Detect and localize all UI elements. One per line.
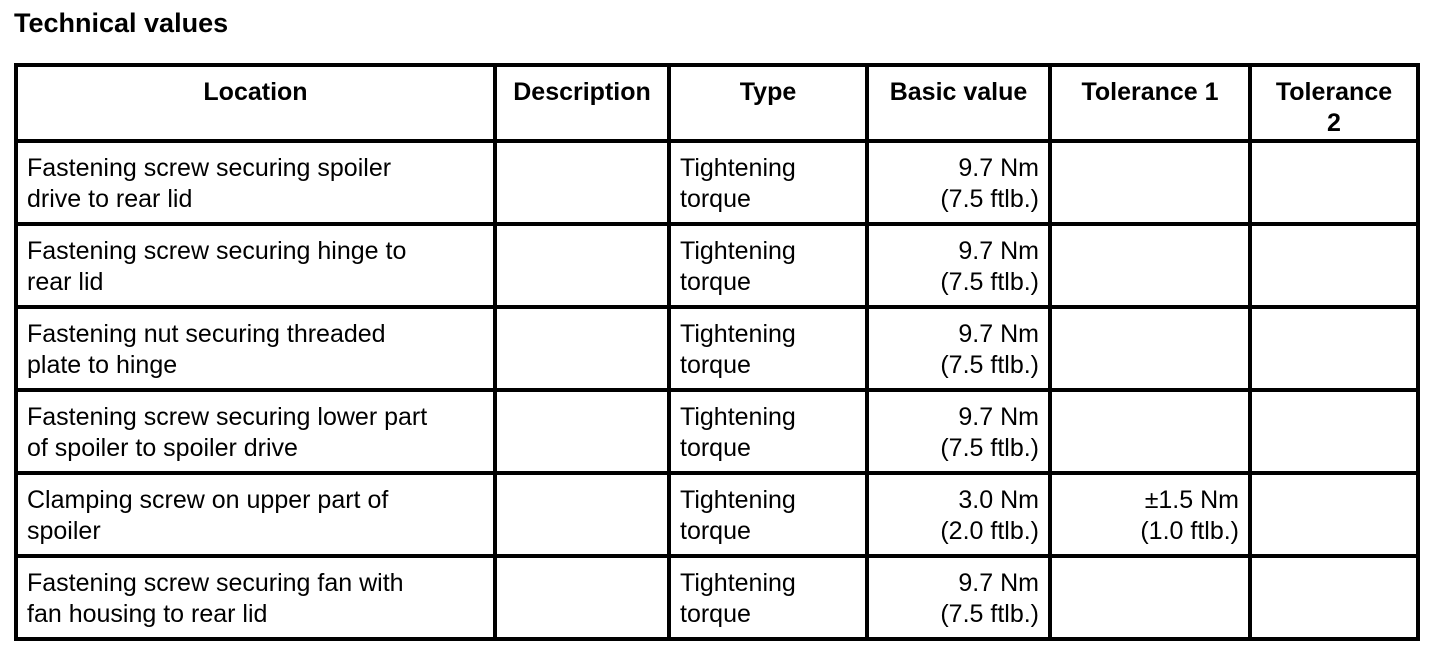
header-location: Location <box>16 65 495 141</box>
type-cell-line1: Tightening <box>680 237 796 265</box>
table-row <box>16 473 1418 556</box>
basic-value-cell <box>867 307 1050 390</box>
location-cell-line2: of spoiler to spoiler drive <box>27 434 298 462</box>
basic-value-cell-line1: 9.7 Nm <box>958 403 1039 431</box>
basic-value-cell <box>867 556 1050 639</box>
type-cell <box>669 307 867 390</box>
type-cell <box>669 224 867 307</box>
location-cell-line1: Fastening nut securing threaded <box>27 320 386 348</box>
location-cell <box>16 224 495 307</box>
basic-value-cell-line2: (7.5 ftlb.) <box>940 434 1039 462</box>
description-cell <box>495 473 669 556</box>
description-cell <box>495 556 669 639</box>
type-cell <box>669 556 867 639</box>
tolerance-1-cell-line2: (1.0 ftlb.) <box>1140 517 1239 545</box>
tolerance-2-cell <box>1250 141 1418 224</box>
type-cell-line2: torque <box>680 517 751 545</box>
type-cell-line1: Tightening <box>680 403 796 431</box>
header-tolerance-2 <box>1250 65 1418 141</box>
basic-value-cell-line1: 3.0 Nm <box>958 486 1039 514</box>
header-tolerance-1: Tolerance 1 <box>1050 65 1250 141</box>
tolerance-2-cell <box>1250 307 1418 390</box>
location-cell <box>16 556 495 639</box>
table-row <box>16 556 1418 639</box>
header-tolerance-2-line2: 2 <box>1327 109 1341 137</box>
type-cell-line2: torque <box>680 434 751 462</box>
header-basic-value: Basic value <box>867 65 1050 141</box>
description-cell <box>495 141 669 224</box>
location-cell-line2: fan housing to rear lid <box>27 600 268 628</box>
header-description: Description <box>495 65 669 141</box>
tolerance-2-cell <box>1250 224 1418 307</box>
type-cell-line2: torque <box>680 268 751 296</box>
table-row <box>16 141 1418 224</box>
location-cell-line2: rear lid <box>27 268 104 296</box>
description-cell <box>495 224 669 307</box>
basic-value-cell-line1: 9.7 Nm <box>958 154 1039 182</box>
description-cell <box>495 390 669 473</box>
description-cell <box>495 307 669 390</box>
basic-value-cell-line2: (7.5 ftlb.) <box>940 600 1039 628</box>
page-title: Technical values <box>14 8 229 38</box>
type-cell <box>669 473 867 556</box>
location-cell-line2: plate to hinge <box>27 351 178 379</box>
tolerance-1-cell <box>1050 307 1250 390</box>
basic-value-cell-line1: 9.7 Nm <box>958 237 1039 265</box>
type-cell <box>669 390 867 473</box>
tolerance-1-cell <box>1050 141 1250 224</box>
header-type: Type <box>669 65 867 141</box>
table-row <box>16 390 1418 473</box>
tolerance-1-cell <box>1050 473 1250 556</box>
type-cell-line2: torque <box>680 185 751 213</box>
tolerance-1-cell <box>1050 390 1250 473</box>
basic-value-cell <box>867 141 1050 224</box>
location-cell <box>16 473 495 556</box>
location-cell-line1: Clamping screw on upper part of <box>27 486 389 514</box>
type-cell-line2: torque <box>680 351 751 379</box>
tolerance-1-cell <box>1050 224 1250 307</box>
table-header-row <box>16 65 1418 141</box>
type-cell <box>669 141 867 224</box>
location-cell <box>16 307 495 390</box>
location-cell-line1: Fastening screw securing spoiler <box>27 154 392 182</box>
header-tolerance-2-line1: Tolerance <box>1275 78 1393 106</box>
location-cell-line1: Fastening screw securing fan with <box>27 569 404 597</box>
basic-value-cell <box>867 390 1050 473</box>
location-cell-line2: drive to rear lid <box>27 185 193 213</box>
type-cell-line1: Tightening <box>680 569 796 597</box>
tolerance-2-cell <box>1250 556 1418 639</box>
tolerance-1-cell <box>1050 556 1250 639</box>
table-row <box>16 307 1418 390</box>
basic-value-cell-line1: 9.7 Nm <box>958 320 1039 348</box>
location-cell-line2: spoiler <box>27 517 101 545</box>
tolerance-1-cell-line1: ±1.5 Nm <box>1144 486 1239 514</box>
tolerance-2-cell <box>1250 473 1418 556</box>
location-cell <box>16 141 495 224</box>
location-cell <box>16 390 495 473</box>
technical-values-table <box>14 63 1420 641</box>
type-cell-line2: torque <box>680 600 751 628</box>
location-cell-line1: Fastening screw securing hinge to <box>27 237 407 265</box>
location-cell-line1: Fastening screw securing lower part <box>27 403 428 431</box>
basic-value-cell <box>867 224 1050 307</box>
type-cell-line1: Tightening <box>680 154 796 182</box>
type-cell-line1: Tightening <box>680 486 796 514</box>
table-row <box>16 224 1418 307</box>
basic-value-cell-line2: (7.5 ftlb.) <box>940 351 1039 379</box>
basic-value-cell-line2: (2.0 ftlb.) <box>940 517 1039 545</box>
tolerance-2-cell <box>1250 390 1418 473</box>
basic-value-cell-line2: (7.5 ftlb.) <box>940 185 1039 213</box>
basic-value-cell-line2: (7.5 ftlb.) <box>940 268 1039 296</box>
type-cell-line1: Tightening <box>680 320 796 348</box>
basic-value-cell-line1: 9.7 Nm <box>958 569 1039 597</box>
basic-value-cell <box>867 473 1050 556</box>
